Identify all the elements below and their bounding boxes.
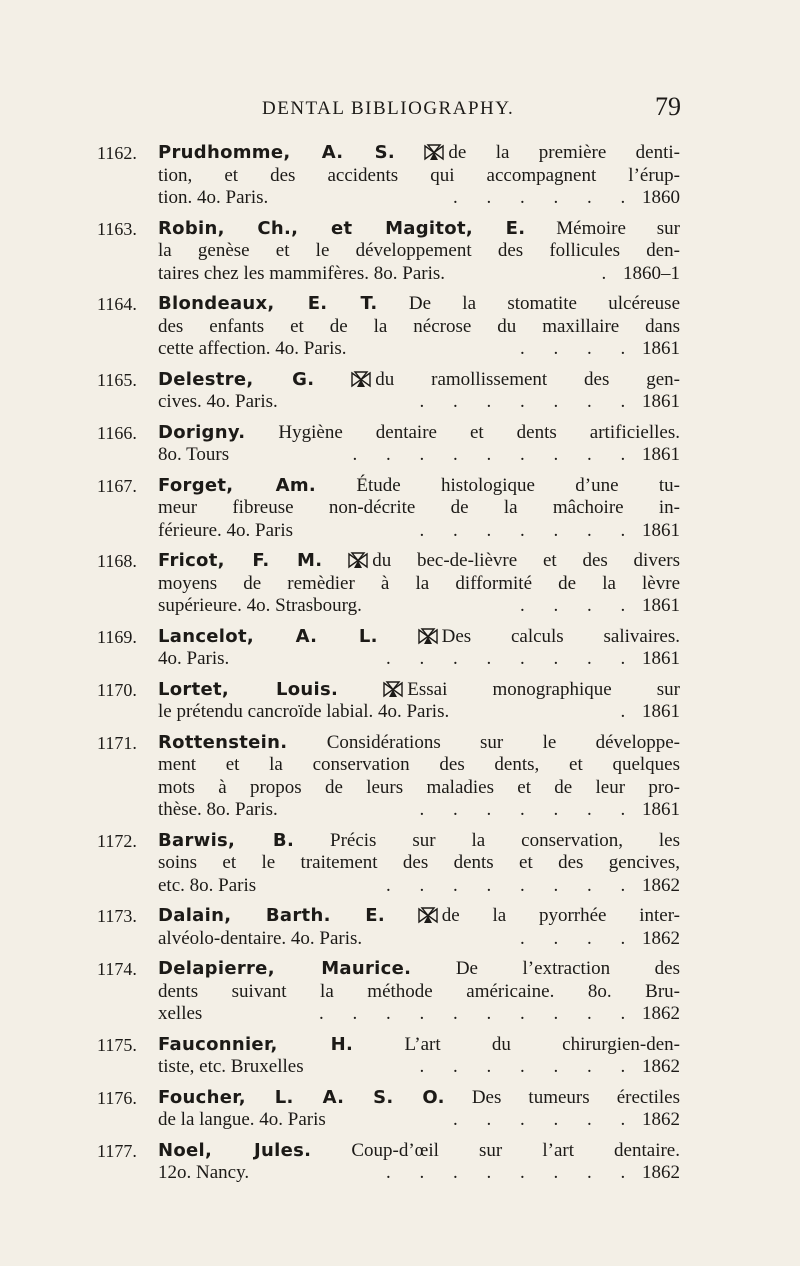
entry-number: 1169.: [97, 626, 137, 647]
entry-line-text: [158, 701, 449, 724]
entry-date-group: [520, 338, 680, 361]
leader-dots: . . . . . . . . .: [352, 444, 638, 465]
entry-line: [158, 701, 680, 724]
entry-line: [158, 338, 680, 361]
entry-number: 1174.: [97, 959, 137, 979]
entry-text: tion. 4o. Paris.: [158, 187, 269, 208]
entry-author: Fricot, F. M.: [158, 550, 323, 571]
entry-line: [158, 905, 680, 928]
entry-text: Des calculs salivaires.: [441, 625, 680, 647]
bibliography-entry: [0, 142, 800, 210]
entry-text: moyens de remèdier à la difformité de la lèvre: [158, 572, 680, 594]
entry-text: cette affection. 4o. Paris.: [158, 338, 347, 359]
bibliography-entry: [0, 830, 800, 898]
entry-line-text: [158, 520, 293, 543]
entry-text: meur fibreuse non-décrite de la mâchoire in-: [158, 497, 680, 518]
entry-body: [158, 958, 680, 1026]
entry-date-group: [520, 595, 680, 618]
entry-line-text: [158, 648, 229, 671]
entry-body: [158, 905, 680, 950]
leader-dots: . . . . . . . .: [386, 648, 638, 669]
entry-number: 1176.: [97, 1087, 137, 1108]
entry-line-text: [158, 875, 256, 898]
thesis-ornament-icon: [348, 552, 368, 569]
entry-number: 1165.: [97, 369, 137, 390]
entry-number: 1167.: [97, 475, 137, 496]
entry-author: Delapierre, Maurice.: [158, 958, 412, 979]
entry-line: [158, 958, 680, 981]
entry-text: Essai monographique sur: [407, 678, 681, 700]
entry-text: supérieure. 4o. Strasbourg.: [158, 595, 362, 616]
entry-line: [158, 142, 680, 165]
entry-number: 1177.: [97, 1140, 137, 1161]
entry-line: [158, 852, 680, 875]
bibliography-entry: [0, 958, 800, 1026]
entry-date: 1860–1: [623, 262, 680, 284]
entry-line: [158, 293, 680, 316]
entry-line: [158, 679, 680, 702]
leader-dots: . . . . . . . . . .: [319, 1003, 638, 1024]
entry-author: Forget, Am.: [158, 474, 317, 496]
entry-text: Considérations sur le développe-: [326, 731, 680, 753]
entry-line: [158, 369, 680, 392]
entry-text: du bec-de-lièvre et des divers: [372, 550, 680, 571]
entry-text: de la pyorrhée inter-: [441, 905, 680, 926]
entry-line: [158, 1162, 680, 1185]
entry-date: 1861: [642, 648, 680, 669]
entry-date: 1860: [642, 187, 680, 208]
entry-text: de la première denti-: [448, 142, 680, 163]
leader-dots: . . . . . . . .: [386, 874, 638, 896]
leader-dots: . . . . . . .: [419, 519, 638, 541]
leader-dots: . . . . . . .: [419, 799, 638, 820]
entry-text: thèse. 8o. Paris.: [158, 799, 278, 820]
entry-author: Noel, Jules.: [158, 1139, 312, 1161]
entry-line: [158, 475, 680, 498]
entry-line: [158, 316, 680, 339]
thesis-ornament-icon: [383, 681, 403, 698]
entry-number: 1172.: [97, 830, 137, 851]
entry-date-group: [420, 391, 681, 414]
entry-date-group: [621, 701, 681, 724]
entry-number: 1175.: [97, 1034, 137, 1055]
entry-date-group: [453, 1109, 680, 1132]
entry-number: 1168.: [97, 551, 137, 571]
leader-dots: . . . . . . .: [419, 1056, 638, 1077]
bibliography-entry: [0, 1140, 800, 1185]
entry-line: [158, 1109, 680, 1132]
entry-line: [158, 573, 680, 596]
entry-text: soins et le traitement des dents et des gencives,: [158, 852, 680, 873]
bibliography-entry: [0, 218, 800, 286]
entry-text: Hygiène dentaire et dents artificielles.: [278, 421, 680, 443]
entry-date-group: [420, 520, 681, 543]
entry-line: [158, 520, 680, 543]
entry-text: férieure. 4o. Paris: [158, 519, 294, 541]
entry-line: [158, 1087, 680, 1110]
entry-line: [158, 391, 680, 414]
entry-text: 4o. Paris.: [158, 648, 230, 669]
entry-body: [158, 1140, 680, 1185]
entry-text: taires chez les mammifères. 8o. Paris.: [158, 262, 446, 284]
entry-date-group: [420, 799, 681, 822]
entry-author: Lortet, Louis.: [158, 678, 339, 700]
leader-dots: .: [601, 262, 619, 284]
entry-date-group: [353, 444, 681, 467]
entry-text: de la langue. 4o. Paris: [158, 1109, 326, 1130]
entry-line-text: [158, 1056, 304, 1079]
entry-line: [158, 626, 680, 649]
leader-dots: . . . . . .: [453, 1109, 638, 1130]
entry-line: [158, 981, 680, 1004]
entry-text: dents suivant la méthode américaine. 8o. Bru-: [158, 980, 680, 1002]
entry-number: 1170.: [97, 679, 137, 700]
entry-author: Delestre, G.: [158, 368, 315, 390]
entry-line-text: [158, 444, 229, 467]
entry-line: [158, 1056, 680, 1079]
entry-date: 1861: [642, 391, 680, 412]
entry-number: 1163.: [97, 218, 137, 239]
entry-text: ment et la conservation des dents, et quelques: [158, 754, 680, 775]
entry-line: [158, 799, 680, 822]
bibliography-entry: [0, 293, 800, 361]
entry-text: tiste, etc. Bruxelles: [158, 1056, 304, 1077]
entry-line-text: [158, 338, 347, 361]
entry-number: 1173.: [97, 906, 137, 926]
entry-line: [158, 497, 680, 520]
entry-line: [158, 422, 680, 445]
entry-line-text: [158, 799, 278, 822]
entry-author: Fauconnier, H.: [158, 1033, 354, 1055]
entry-line: [158, 777, 680, 800]
entry-text: Précis sur la conservation, les: [330, 829, 680, 851]
entry-text: Étude histologique d’une tu-: [356, 474, 681, 496]
entry-body: [158, 1034, 680, 1079]
bibliography-entry: [0, 905, 800, 950]
entry-author: Robin, Ch., et Magitot, E.: [158, 217, 526, 239]
entry-body: [158, 626, 680, 671]
entry-text: L’art du chirurgien-den-: [404, 1033, 680, 1055]
entry-body: [158, 293, 680, 361]
bibliography-entry: [0, 369, 800, 414]
entry-line-text: [158, 595, 362, 618]
entry-number: 1166.: [97, 422, 137, 443]
entry-text: 12o. Nancy.: [158, 1162, 250, 1183]
entry-text: Mémoire sur: [556, 217, 680, 239]
entry-line: [158, 263, 680, 286]
entry-text: Coup-d’œil sur l’art dentaire.: [351, 1139, 680, 1161]
entry-author: Rottenstein.: [158, 731, 288, 753]
bibliography-entry: [0, 422, 800, 467]
entry-body: [158, 1087, 680, 1132]
entry-date-group: [520, 928, 680, 951]
entry-line: [158, 754, 680, 777]
entry-line-text: [158, 1162, 249, 1185]
entry-line: [158, 550, 680, 573]
entry-date-group: [319, 1003, 680, 1026]
entry-body: [158, 369, 680, 414]
entry-date: 1862: [642, 1162, 680, 1183]
leader-dots: . . . . . .: [453, 187, 638, 208]
entry-date: 1862: [642, 1003, 680, 1024]
entry-body: [158, 422, 680, 467]
leader-dots: . . . .: [520, 927, 638, 949]
entry-date: 1861: [642, 701, 680, 722]
entry-date-group: [386, 1162, 680, 1185]
leader-dots: . . . .: [520, 595, 638, 616]
entry-author: Prudhomme, A. S.: [158, 142, 395, 163]
entry-date: 1862: [642, 1109, 680, 1130]
entry-number: 1171.: [97, 732, 137, 753]
entry-author: Blondeaux, E. T.: [158, 293, 378, 314]
entry-line: [158, 875, 680, 898]
entry-body: [158, 218, 680, 286]
entry-text: xelles: [158, 1003, 203, 1024]
entry-line: [158, 165, 680, 188]
entry-line: [158, 1140, 680, 1163]
entry-date: 1861: [642, 799, 680, 820]
entry-line: [158, 1003, 680, 1026]
bibliography-entry: [0, 1034, 800, 1079]
entry-text: etc. 8o. Paris: [158, 874, 257, 896]
entry-line-text: [158, 928, 362, 951]
entry-number: 1164.: [97, 294, 137, 314]
entry-text: De la stomatite ulcéreuse: [408, 293, 681, 314]
thesis-ornament-icon: [351, 371, 371, 388]
entry-date: 1861: [642, 595, 680, 616]
entry-text: le prétendu cancroïde labial. 4o. Paris.: [158, 701, 450, 722]
page-header: [0, 94, 800, 124]
entry-line: [158, 444, 680, 467]
entry-line: [158, 1034, 680, 1057]
entry-line: [158, 928, 680, 951]
bibliography-entry: [0, 475, 800, 543]
entry-date-group: [602, 263, 681, 286]
entry-body: [158, 142, 680, 210]
entry-line: [158, 218, 680, 241]
entry-line-text: [158, 187, 268, 210]
entry-text: De l’extraction des: [455, 958, 680, 979]
bibliography-entry: [0, 732, 800, 822]
entry-line: [158, 187, 680, 210]
entry-text: tion, et des accidents qui accompagnent l’érup-: [158, 164, 680, 186]
entry-author: Lancelot, A. L.: [158, 625, 378, 647]
entry-author: Dalain, Barth. E.: [158, 905, 386, 926]
thesis-ornament-icon: [424, 144, 444, 161]
entry-text: alvéolo-dentaire. 4o. Paris.: [158, 927, 363, 949]
entry-line-text: [158, 1109, 326, 1132]
entry-text: mots à propos de leurs maladies et de leur pro-: [158, 776, 680, 798]
bibliography-entry: [0, 1087, 800, 1132]
entry-line: [158, 830, 680, 853]
bibliography-entries: [0, 142, 800, 1193]
leader-dots: . . . . . . . .: [386, 1162, 638, 1183]
leader-dots: . . . . . . .: [419, 391, 638, 412]
entry-author: Dorigny.: [158, 421, 246, 443]
entry-date: 1861: [642, 338, 680, 359]
entry-text: la genèse et le développement des follicules den-: [158, 240, 680, 261]
entry-line-text: [158, 263, 445, 286]
entry-author: Foucher, L. A. S. O.: [158, 1086, 445, 1108]
entry-text: 8o. Tours: [158, 444, 230, 465]
bibliography-entry: [0, 626, 800, 671]
entry-text: du ramollissement des gen-: [375, 368, 681, 390]
running-head: DENTAL BIBLIOGRAPHY.: [262, 98, 515, 119]
entry-date: 1862: [642, 927, 680, 949]
entry-date: 1861: [642, 444, 680, 465]
entry-date: 1862: [642, 1056, 680, 1077]
entry-date: 1861: [642, 519, 680, 541]
entry-body: [158, 550, 680, 618]
entry-text: cives. 4o. Paris.: [158, 391, 278, 412]
entry-body: [158, 732, 680, 822]
entry-date-group: [453, 187, 680, 210]
leader-dots: . . . .: [520, 338, 638, 359]
entry-body: [158, 679, 680, 724]
entry-line-text: [158, 391, 278, 414]
entry-text: des enfants et de la nécrose du maxillaire dans: [158, 315, 680, 337]
page-number: 79: [655, 92, 681, 121]
entry-line: [158, 595, 680, 618]
thesis-ornament-icon: [418, 907, 438, 924]
entry-date: 1862: [642, 874, 680, 896]
entry-line-text: [158, 1003, 202, 1026]
entry-date-group: [386, 648, 680, 671]
bibliography-entry: [0, 679, 800, 724]
entry-date-group: [420, 1056, 681, 1079]
entry-body: [158, 475, 680, 543]
entry-text: Des tumeurs érectiles: [471, 1086, 680, 1108]
bibliography-entry: [0, 550, 800, 618]
entry-body: [158, 830, 680, 898]
entry-number: 1162.: [97, 143, 137, 163]
entry-author: Barwis, B.: [158, 829, 295, 851]
leader-dots: .: [620, 701, 638, 722]
entry-line: [158, 732, 680, 755]
entry-line: [158, 648, 680, 671]
entry-date-group: [386, 875, 680, 898]
thesis-ornament-icon: [418, 628, 438, 645]
entry-line: [158, 240, 680, 263]
